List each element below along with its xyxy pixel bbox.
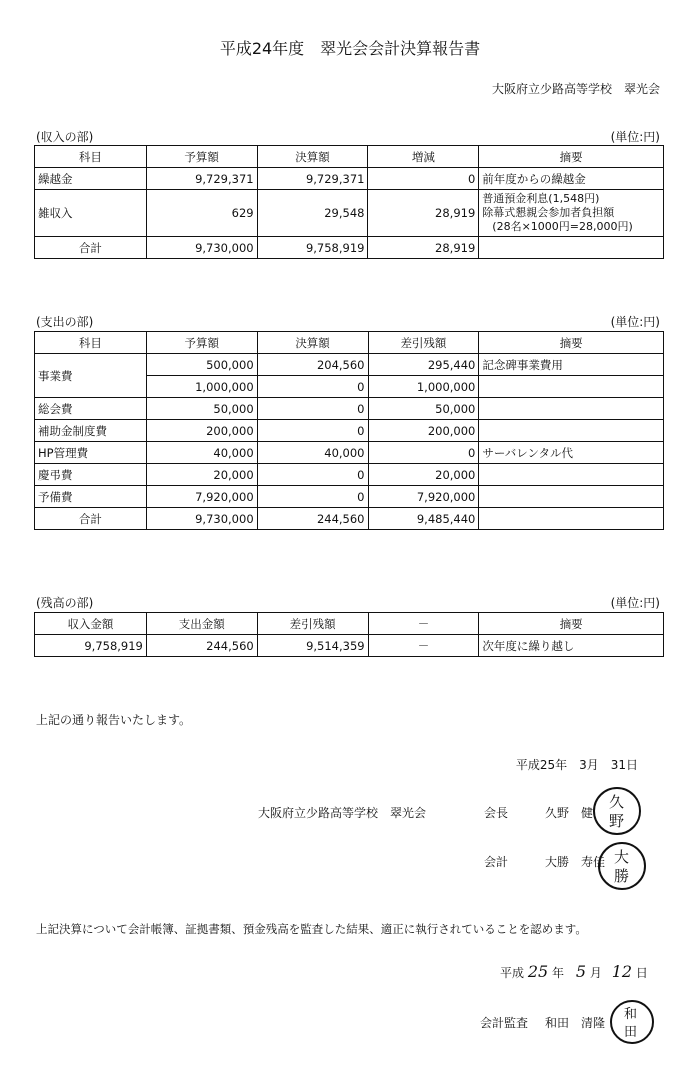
income-unit-label: (単位:円) [610,130,660,144]
auditor-role: 会計監査 [480,1016,529,1030]
expense-budget: 50,000 [146,398,257,420]
income-diff: 28,919 [368,190,479,237]
balance-header-income: 収入金額 [35,613,147,635]
expense-note: サーバレンタル代 [479,442,664,464]
expense-actual: 0 [257,486,368,508]
expense-note [479,376,664,398]
expense-item: HP管理費 [35,442,147,464]
expense-actual: 0 [257,464,368,486]
expense-total-remain: 9,485,440 [368,508,479,530]
audit-date-day-unit: 日 [635,966,648,980]
expense-note: 記念碑事業費用 [479,354,664,376]
expense-item: 予備費 [35,486,147,508]
balance-section-label: (残高の部) [36,596,94,610]
auditor-seal [610,1000,654,1044]
expense-total-label: 合計 [35,508,147,530]
table-row [35,398,664,420]
seal-char: 久 [609,793,625,811]
table-row [35,442,664,464]
expense-item: 慶弔費 [35,464,147,486]
balance-header-row [35,613,664,635]
expense-actual: 40,000 [257,442,368,464]
expense-item: 補助金制度費 [35,420,147,442]
expense-remain: 0 [368,442,479,464]
expense-item: 総会費 [35,398,147,420]
expense-item: 事業費 [35,354,147,398]
table-row [35,464,664,486]
income-table [34,145,664,259]
expense-remain: 7,920,000 [368,486,479,508]
income-budget: 629 [146,190,257,237]
expense-budget: 1,000,000 [146,376,257,398]
president-seal [593,787,641,835]
expense-header-row [35,332,664,354]
income-total-note [479,237,664,259]
income-header-budget: 予算額 [146,146,257,168]
expense-note [479,398,664,420]
income-item: 雑収入 [35,190,147,237]
table-row [35,168,664,190]
table-row [35,635,664,657]
income-actual: 29,548 [257,190,368,237]
audit-statement: 上記決算について会計帳簿、証拠書類、預金残高を監査した結果、適正に執行されていることを認めます。 [36,922,587,936]
expense-header-budget: 予算額 [146,332,257,354]
expense-section-label: (支出の部) [36,315,94,329]
table-row [35,486,664,508]
income-note [479,190,664,237]
expense-total-note [479,508,664,530]
expense-unit-label: (単位:円) [610,315,660,329]
income-header-diff: 増減 [368,146,479,168]
auditor-name: 和田 清隆 [545,1016,606,1030]
expense-header-remain: 差引残額 [368,332,479,354]
balance-remain: 9,514,359 [257,635,368,657]
president-name: 久野 健 [545,806,594,820]
income-total-budget: 9,730,000 [146,237,257,259]
seal-char: 和 [624,1007,638,1022]
audit-date-year: 25 [527,962,549,981]
income-note: 前年度からの繰越金 [479,168,664,190]
report-statement: 上記の通り報告いたします。 [36,713,192,727]
balance-header-expense: 支出金額 [146,613,257,635]
balance-header-remain: 差引残額 [257,613,368,635]
expense-header-item: 科目 [35,332,147,354]
organization-name: 大阪府立少路高等学校 翠光会 [491,82,660,96]
expense-budget: 500,000 [146,354,257,376]
income-header-actual: 決算額 [257,146,368,168]
income-header-item: 科目 [35,146,147,168]
signer-organization: 大阪府立少路高等学校 翠光会 [258,806,427,820]
balance-unit-label: (単位:円) [610,596,660,610]
table-row [35,190,664,237]
expense-table [34,331,664,530]
income-budget: 9,729,371 [146,168,257,190]
expense-remain: 200,000 [368,420,479,442]
expense-remain: 1,000,000 [368,376,479,398]
income-note-line: 除幕式懇親会参加者負担額 [482,206,615,219]
audit-date-day: 12 [611,962,633,981]
income-total-diff: 28,919 [368,237,479,259]
expense-budget: 40,000 [146,442,257,464]
seal-char: 大 [614,848,630,866]
document-title: 平成24年度 翠光会会計決算報告書 [219,39,481,58]
audit-date-era: 平成 [500,966,525,980]
table-row [35,420,664,442]
expense-remain: 295,440 [368,354,479,376]
balance-table [34,612,664,657]
income-total-label: 合計 [35,237,147,259]
seal-char: 田 [624,1025,638,1040]
expense-remain: 50,000 [368,398,479,420]
seal-char: 勝 [614,867,630,885]
balance-header-note: 摘要 [479,613,664,635]
expense-note [479,486,664,508]
expense-note [479,464,664,486]
treasurer-name: 大勝 寿佳 [545,855,606,869]
income-diff: 0 [368,168,479,190]
balance-dash: － [368,635,479,657]
expense-actual: 204,560 [257,354,368,376]
income-header-row [35,146,664,168]
treasurer-role: 会計 [484,855,509,869]
president-role: 会長 [484,806,509,820]
expense-remain: 20,000 [368,464,479,486]
income-note-line: (28名×1000円=28,000円) [492,220,633,233]
expense-budget: 7,920,000 [146,486,257,508]
income-total-row [35,237,664,259]
income-section-label: (収入の部) [36,130,94,144]
expense-header-note: 摘要 [479,332,664,354]
audit-date-year-unit: 年 [552,966,565,980]
audit-date-month-unit: 月 [589,966,602,980]
income-note-line: 普通預金利息(1,548円) [482,192,600,205]
audit-date-month: 5 [575,962,587,981]
expense-actual: 0 [257,420,368,442]
audit-date [500,962,648,981]
income-item: 繰越金 [35,168,147,190]
expense-header-actual: 決算額 [257,332,368,354]
table-row [35,354,664,376]
expense-actual: 0 [257,376,368,398]
treasurer-seal [598,842,646,890]
expense-total-budget: 9,730,000 [146,508,257,530]
income-header-note: 摘要 [479,146,664,168]
expense-total-actual: 244,560 [257,508,368,530]
balance-expense: 244,560 [146,635,257,657]
balance-note: 次年度に繰り越し [479,635,664,657]
report-date: 平成25年 3月 31日 [515,758,638,772]
balance-header-dash: － [368,613,479,635]
income-total-actual: 9,758,919 [257,237,368,259]
expense-note [479,420,664,442]
expense-budget: 20,000 [146,464,257,486]
seal-char: 野 [609,812,625,830]
expense-budget: 200,000 [146,420,257,442]
expense-total-row [35,508,664,530]
income-actual: 9,729,371 [257,168,368,190]
expense-actual: 0 [257,398,368,420]
balance-income: 9,758,919 [35,635,147,657]
